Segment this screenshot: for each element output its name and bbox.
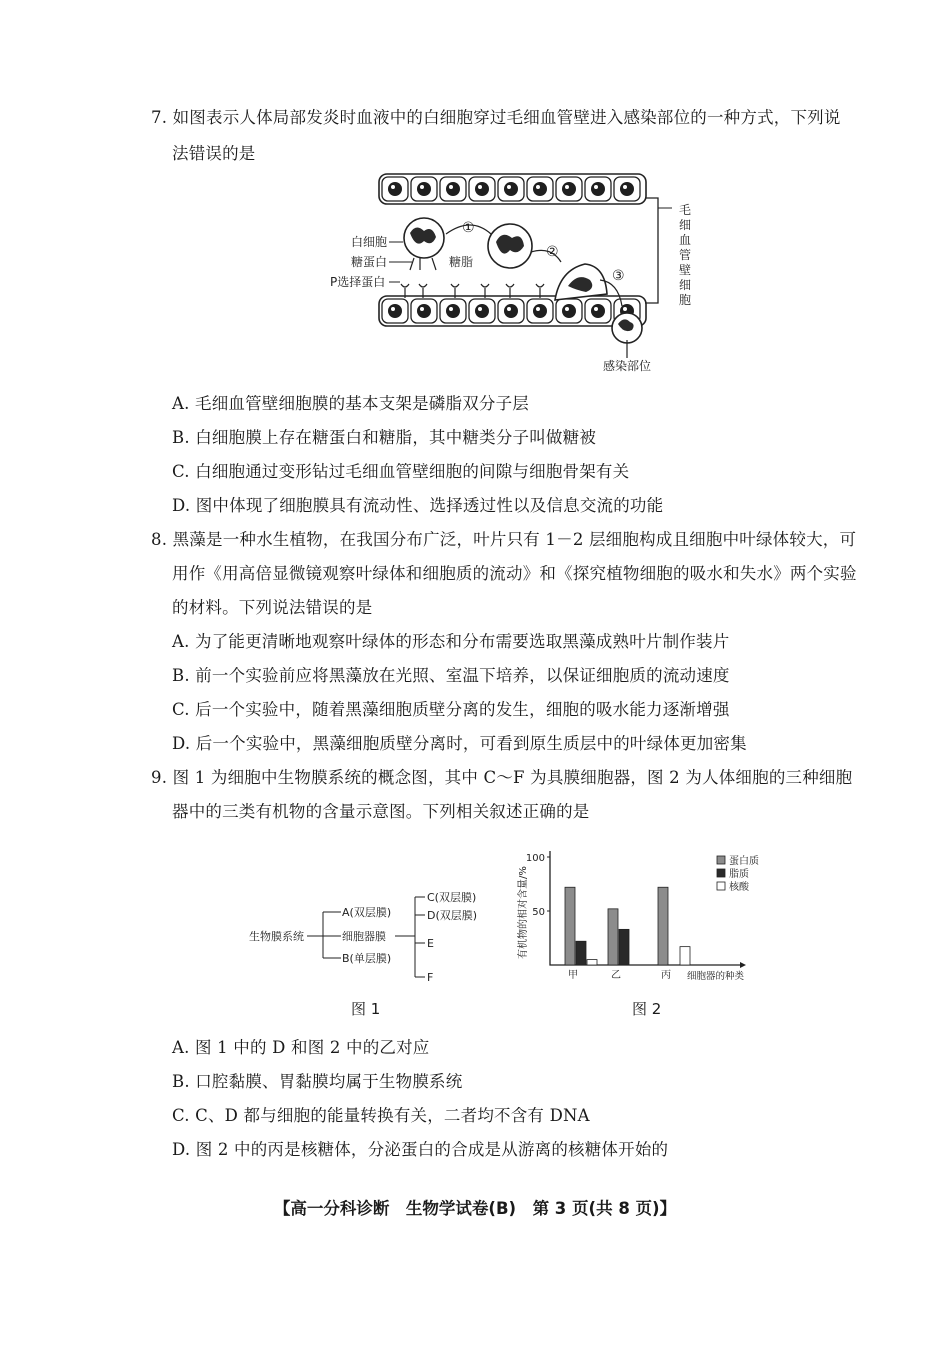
- fig1-node-e: E: [427, 937, 434, 950]
- legend-label: 核酸: [729, 882, 749, 893]
- step-1-marker: ①: [462, 220, 475, 236]
- bar-蛋白质-甲: [565, 887, 575, 965]
- fig1-node-c: C(双层膜): [427, 891, 477, 904]
- page-footer: 【高一分科诊断 生物学试卷(B) 第 3 页(共 8 页)】: [273, 1199, 677, 1218]
- bar-脂质-乙: [619, 929, 629, 965]
- bar-蛋白质-乙: [608, 909, 618, 965]
- x-tick-label: 丙: [661, 970, 671, 981]
- step-3-marker: ③: [612, 268, 625, 284]
- bar-核酸-甲: [587, 960, 597, 965]
- x-tick-label: 乙: [611, 970, 621, 981]
- fig1-caption: 图 1: [351, 1000, 381, 1018]
- wbc-2: [488, 224, 532, 268]
- bar-脂质-甲: [576, 941, 586, 965]
- fig1-concept-map: [245, 885, 505, 995]
- fig2-bar-chart: [510, 840, 790, 990]
- label-p-selectin: P选择蛋白: [330, 275, 386, 289]
- x-tick-label: 甲: [568, 970, 578, 981]
- bar-核酸-丙: [680, 947, 690, 965]
- q9-option-b: B. 口腔黏膜、胃黏膜均属于生物膜系统: [172, 1072, 463, 1091]
- label-wbc: 白细胞: [351, 235, 388, 249]
- fig1-node-f: F: [427, 971, 434, 984]
- q9-stem-line1: 9. 图 1 为细胞中生物膜系统的概念图，其中 C～F 为具膜细胞器，图 2 为人体细胞的三种细胞: [151, 768, 853, 787]
- q9-option-c: C. C、D 都与细胞的能量转换有关，二者均不含有 DNA: [172, 1106, 590, 1125]
- q7-option-d: D. 图中体现了细胞膜具有流动性、选择透过性以及信息交流的功能: [172, 496, 664, 515]
- q8-option-d: D. 后一个实验中，黑藻细胞质壁分离时，可看到原生质层中的叶绿体更加密集: [172, 734, 747, 753]
- q7-stem-line1: 7. 如图表示人体局部发炎时血液中的白细胞穿过毛细血管壁进入感染部位的一种方式，下列说: [151, 108, 841, 127]
- fig1-root: 生物膜系统: [249, 930, 304, 943]
- fig1-node-mid: 细胞器膜: [342, 930, 386, 943]
- x-axis-label: 细胞器的种类: [686, 971, 744, 982]
- legend-swatch: [717, 882, 725, 890]
- legend-label: 蛋白质: [729, 856, 759, 867]
- label-infection-site: 感染部位: [603, 359, 652, 373]
- capillary-wall-bottom: [379, 296, 646, 326]
- q7-option-c: C. 白细胞通过变形钻过毛细血管壁细胞的间隙与细胞骨架有关: [172, 462, 630, 481]
- q8-stem-line2: 用作《用高倍显微镜观察叶绿体和细胞质的流动》和《探究植物细胞的吸水和失水》两个实验: [172, 564, 857, 583]
- q7-option-b: B. 白细胞膜上存在糖蛋白和糖脂，其中糖类分子叫做糖被: [172, 428, 597, 447]
- step-2-marker: ②: [546, 244, 559, 260]
- q9-stem-line2: 器中的三类有机物的含量示意图。下列相关叙述正确的是: [172, 802, 590, 821]
- fig1-node-a: A(双层膜): [342, 906, 392, 919]
- bar-蛋白质-丙: [658, 887, 668, 965]
- wall-label: 毛细血管壁细胞: [679, 203, 692, 307]
- q7-figure: [0, 168, 950, 378]
- label-glycolipid: 糖脂: [449, 255, 474, 269]
- legend-swatch: [717, 869, 725, 877]
- y-axis-label: 有机物的相对含量/%: [518, 866, 529, 959]
- legend-label: 脂质: [729, 869, 749, 880]
- y-tick-label: 50: [532, 907, 545, 918]
- fig2-caption: 图 2: [632, 1000, 662, 1018]
- q7-option-a: A. 毛细血管壁细胞膜的基本支架是磷脂双分子层: [172, 394, 530, 413]
- label-glycoprotein: 糖蛋白: [351, 255, 388, 269]
- q9-option-d: D. 图 2 中的丙是核糖体，分泌蛋白的合成是从游离的核糖体开始的: [172, 1140, 669, 1159]
- legend-swatch: [717, 856, 725, 864]
- q8-option-c: C. 后一个实验中，随着黑藻细胞质壁分离的发生，细胞的吸水能力逐渐增强: [172, 700, 730, 719]
- x-axis-arrow: [740, 962, 746, 968]
- capillary-wall-top: [379, 174, 646, 204]
- y-tick-label: 100: [525, 853, 545, 864]
- q8-option-b: B. 前一个实验前应将黑藻放在光照、室温下培养，以保证细胞质的流动速度: [172, 666, 730, 685]
- wbc-3: [555, 264, 607, 300]
- q8-stem-line3: 的材料。下列说法错误的是: [172, 598, 373, 617]
- fig1-node-b: B(单层膜): [342, 952, 392, 965]
- q7-stem-line2: 法错误的是: [172, 144, 256, 163]
- fig1-node-d: D(双层膜): [427, 909, 478, 922]
- wbc-infection-site: [612, 313, 642, 358]
- q8-stem-line1: 8. 黑藻是一种水生植物，在我国分布广泛，叶片只有 1－2 层细胞构成且细胞中叶绿体较大，可: [151, 530, 857, 549]
- q9-option-a: A. 图 1 中的 D 和图 2 中的乙对应: [172, 1038, 430, 1057]
- q8-option-a: A. 为了能更清晰地观察叶绿体的形态和分布需要选取黑藻成熟叶片制作装片: [172, 632, 730, 651]
